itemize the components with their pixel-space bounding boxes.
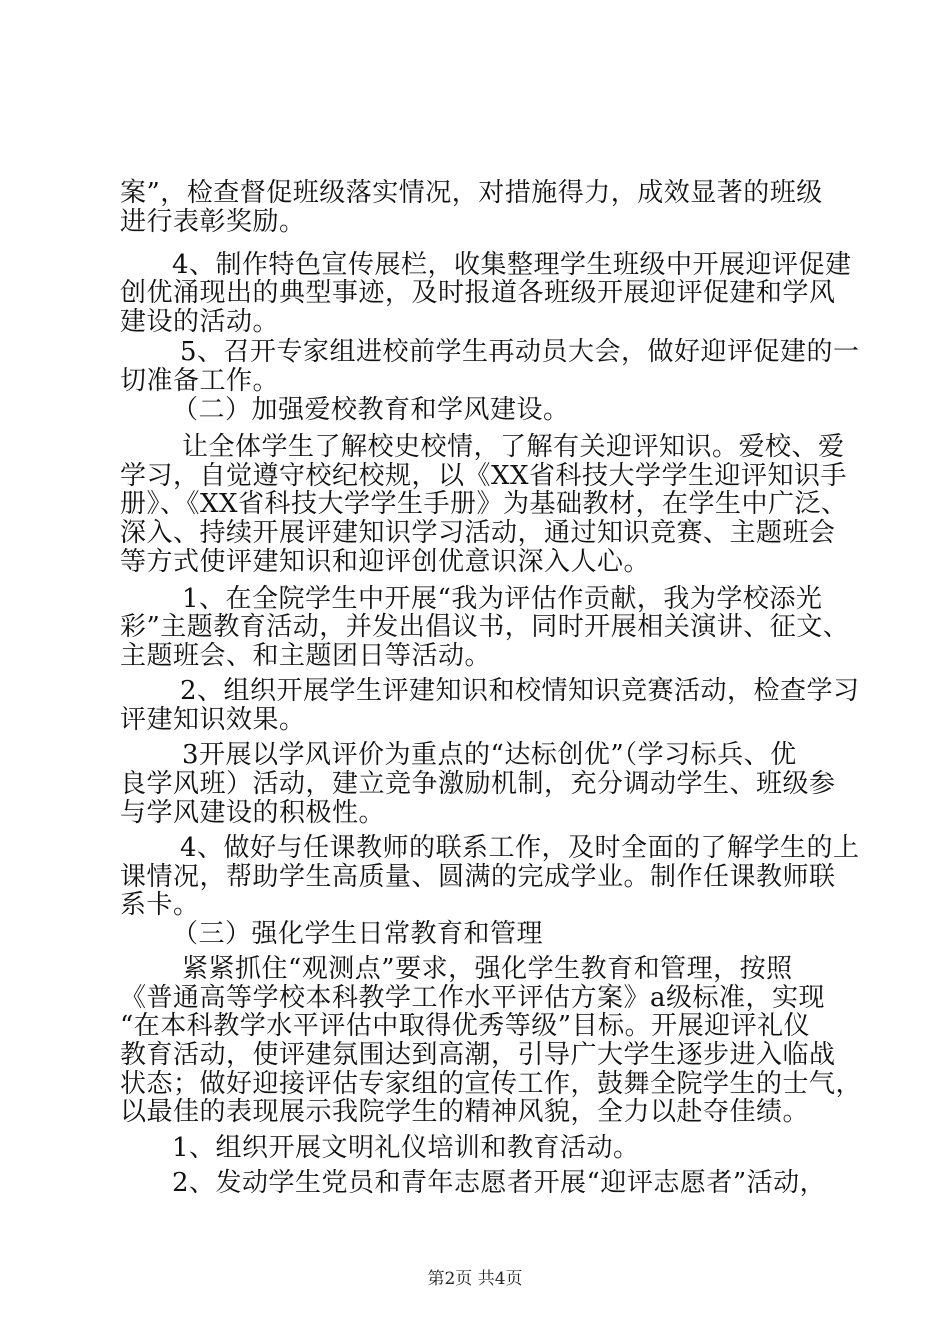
- text-line: 让全体学生了解校史校情，了解有关迎评知识。爱校、爱: [182, 432, 845, 462]
- text-line: 系卡。: [120, 890, 200, 920]
- text-line: 4、做好与任课教师的联系工作，及时全面的了解学生的上: [180, 833, 860, 863]
- text-line: 以最佳的表现展示我院学生的精神风貌，全力以赴夺佳绩。: [120, 1097, 810, 1127]
- page-footer: 第2页 共4页: [427, 1269, 523, 1289]
- text-line: 良学风班）活动，建立竞争激励机制，充分调动学生、班级参: [120, 769, 836, 799]
- section-heading: （二）加强爱校教育和学风建设。: [172, 395, 570, 425]
- text-line: 等方式使评建知识和迎评创优意识深入人心。: [120, 547, 651, 577]
- text-line: 4、制作特色宣传展栏，收集整理学生班级中开展迎评促建: [172, 250, 852, 280]
- text-line: 学习，自觉遵守校纪校规，以《XX省科技大学学生迎评知识手: [120, 461, 848, 491]
- section-heading: （三）强化学生日常教育和管理: [172, 919, 544, 949]
- text-line: 紧紧抓住“观测点”要求，强化学生教育和管理，按照: [182, 954, 793, 984]
- text-line: 与学风建设的积极性。: [120, 798, 386, 828]
- text-line: 建设的活动。: [120, 307, 280, 337]
- text-line: 深入、持续开展评建知识学习活动，通过知识竞赛、主题班会: [120, 518, 836, 548]
- text-line: 3开展以学风评价为重点的“达标创优”（学习标兵、优: [182, 740, 797, 770]
- text-line: 创优涌现出的典型事迹，及时报道各班级开展迎评促建和学风: [120, 278, 836, 308]
- text-line: 2、组织开展学生评建知识和校情知识竞赛活动，检查学习: [180, 676, 860, 706]
- text-line: 5、召开专家组进校前学生再动员大会，做好迎评促建的一: [180, 337, 860, 367]
- text-line: 进行表彰奖励。: [120, 207, 306, 237]
- text-line: 状态；做好迎接评估专家组的宣传工作，鼓舞全院学生的士气，: [120, 1069, 863, 1099]
- text-line: 《普通高等学校本科教学工作水平评估方案》a级标准，实现: [120, 983, 826, 1013]
- text-line: 1、组织开展文明礼仪培训和教育活动。: [172, 1133, 640, 1163]
- text-line: 课情况，帮助学生高质量、圆满的完成学业。制作任课教师联: [120, 862, 836, 892]
- text-line: 主题班会、和主题团日等活动。: [120, 641, 492, 671]
- text-line: “在本科教学水平评估中取得优秀等级”目标。开展迎评礼仪: [120, 1011, 811, 1041]
- text-line: 案”，检查督促班级落实情况，对措施得力，成效显著的班级: [120, 178, 823, 208]
- text-line: 册》、《XX省科技大学学生手册》为基础教材，在学生中广泛、: [120, 489, 848, 519]
- text-line: 教育活动，使评建氛围达到高潮，引导广大学生逐步进入临战: [120, 1040, 836, 1070]
- text-line: 2、发动学生党员和青年志愿者开展“迎评志愿者”活动，: [172, 1168, 827, 1198]
- text-line: 评建知识效果。: [120, 705, 306, 735]
- text-line: 切准备工作。: [120, 366, 280, 396]
- text-line: 彩”主题教育活动，并发出倡议书，同时开展相关演讲、征文、: [120, 612, 850, 642]
- text-line: 1、在全院学生中开展“我为评估作贡献，我为学校添光: [182, 584, 823, 614]
